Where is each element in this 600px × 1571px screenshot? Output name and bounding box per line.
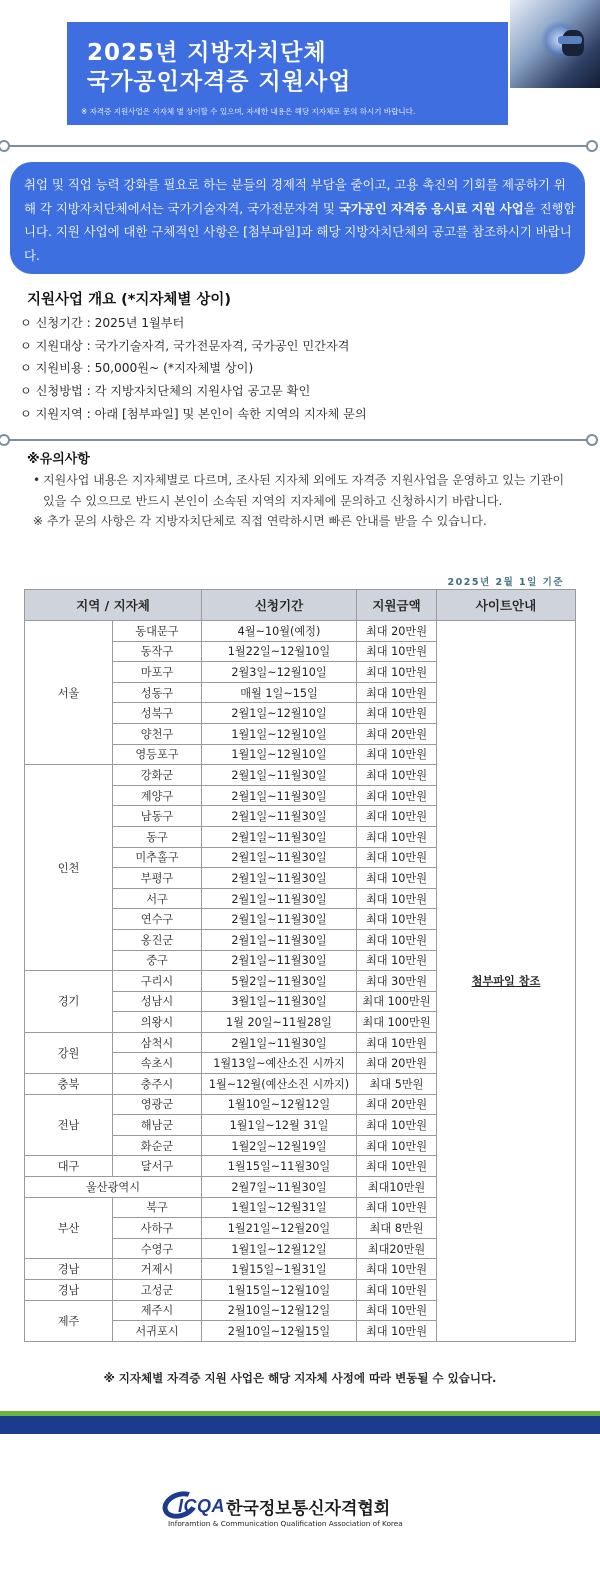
amount-cell: 최대 10만원 [357, 682, 437, 703]
overview-item: ㅇ 신청기간 : 2025년 1월부터 [20, 316, 185, 330]
period-cell: 2월1일~11월30일 [202, 929, 357, 950]
district-cell: 남동구 [113, 806, 202, 827]
district-cell: 계양구 [113, 785, 202, 806]
amount-cell: 최대 10만원 [357, 1197, 437, 1218]
amount-cell: 최대 10만원 [357, 785, 437, 806]
period-cell: 2월1일~11월30일 [202, 888, 357, 909]
period-cell: 1월22일~12월10일 [202, 641, 357, 662]
icqa-logo [162, 1492, 422, 1532]
district-cell: 성동구 [113, 682, 202, 703]
page-title-line2: 국가공인자격증 지원사업 [87, 69, 352, 95]
intro-text [24, 173, 576, 267]
period-cell: 2월1일~11월30일 [202, 868, 357, 889]
period-cell: 1월15일~12월10일 [202, 1280, 357, 1301]
period-cell: 1월1일~12월10일 [202, 723, 357, 744]
district-cell: 의왕시 [113, 1012, 202, 1033]
amount-cell: 최대 5만원 [357, 1074, 437, 1095]
amount-cell: 최대 20만원 [357, 1094, 437, 1115]
amount-cell: 최대 10만원 [357, 1115, 437, 1136]
overview-title: 지원사업 개요 (*지자체별 상이) [27, 292, 232, 308]
district-cell: 사하구 [113, 1218, 202, 1239]
amount-cell: 최대 20만원 [357, 723, 437, 744]
amount-cell: 최대 10만원 [357, 744, 437, 765]
district-cell: 중구 [113, 950, 202, 971]
period-cell: 2월1일~11월30일 [202, 826, 357, 847]
region-cell: 인천 [25, 765, 113, 971]
footer-band-navy [0, 1416, 600, 1434]
header [0, 0, 600, 145]
region-cell: 부산 [25, 1197, 113, 1259]
amount-cell: 최대 10만원 [357, 703, 437, 724]
period-cell: 1월2일~12월19일 [202, 1135, 357, 1156]
header-region: 지역 / 지자체 [25, 590, 202, 621]
district-cell: 북구 [113, 1197, 202, 1218]
region-cell: 충북 [25, 1074, 113, 1095]
period-cell: 4월~10월(예정) [202, 621, 357, 642]
overview-item: ㅇ 지원지역 : 아래 [첨부파일] 및 본인이 속한 지역의 지자체 문의 [20, 406, 367, 421]
period-cell: 5월2일~11월30일 [202, 971, 357, 992]
header-site: 사이트안내 [437, 590, 576, 621]
period-cell: 1월21일~12월20일 [202, 1218, 357, 1239]
district-cell: 화순군 [113, 1135, 202, 1156]
amount-cell: 최대 100만원 [357, 991, 437, 1012]
district-cell: 양천구 [113, 723, 202, 744]
period-cell: 1월15일~11월30일 [202, 1156, 357, 1177]
overview-item: ㅇ 신청방법 : 각 지방자치단체의 지원사업 공고문 확인 [20, 384, 311, 399]
district-cell: 충주시 [113, 1074, 202, 1095]
district-cell: 삼척시 [113, 1032, 202, 1053]
district-cell: 동구 [113, 826, 202, 847]
overview-list [20, 312, 367, 426]
site-guide-link[interactable]: 첨부파일 참조 [437, 621, 576, 1342]
period-cell: 1월1일~12월 31일 [202, 1115, 357, 1136]
amount-cell: 최대 10만원 [357, 1032, 437, 1053]
amount-cell: 최대 10만원 [357, 950, 437, 971]
district-cell: 마포구 [113, 662, 202, 683]
notes-body [33, 470, 578, 532]
notes-extra: ※ 추가 문의 사항은 각 지방자치단체로 직접 연락하시면 빠른 안내를 받을 수 있습니다. [33, 514, 487, 528]
header-amount: 지원금액 [357, 590, 437, 621]
notes-bullet: • 지원사업 내용은 지자체별로 다르며, 조사된 지자체 외에도 자격증 지원사업을 운영하고 있는 기관이 있을 수 있으므로 반드시 본인이 소속된 지역의 지자체에 문의하고 신청하시기 바랍니다. [33, 470, 578, 511]
period-cell: 1월10일~12월12일 [202, 1094, 357, 1115]
district-cell: 고성군 [113, 1280, 202, 1301]
amount-cell: 최대 10만원 [357, 806, 437, 827]
amount-cell: 최대 100만원 [357, 1012, 437, 1033]
district-cell: 동대문구 [113, 621, 202, 642]
amount-cell: 최대 20만원 [357, 621, 437, 642]
amount-cell: 최대 10만원 [357, 888, 437, 909]
period-cell: 2월1일~11월30일 [202, 847, 357, 868]
district-cell: 성남시 [113, 991, 202, 1012]
district-cell: 제주시 [113, 1300, 202, 1321]
district-cell: 서구 [113, 888, 202, 909]
amount-cell: 최대 10만원 [357, 1135, 437, 1156]
amount-cell: 최대 10만원 [357, 765, 437, 786]
district-cell: 강화군 [113, 765, 202, 786]
region-cell: 경기 [25, 971, 113, 1033]
logo-mark: ICQA [178, 1496, 225, 1516]
amount-cell: 최대10만원 [357, 1177, 437, 1198]
period-cell: 2월1일~11월30일 [202, 909, 357, 930]
divider-dot-left [0, 434, 10, 446]
district-cell: 달서구 [113, 1156, 202, 1177]
amount-cell: 최대 10만원 [357, 929, 437, 950]
footer-note: ※ 지자체별 자격증 지원 사업은 해당 지자체 사정에 따라 변동될 수 있습니다. [103, 1371, 497, 1385]
period-cell: 1월1일~12월10일 [202, 744, 357, 765]
divider-dot-left [0, 140, 10, 152]
period-cell: 2월1일~11월30일 [202, 950, 357, 971]
vr-headset [558, 36, 582, 44]
table-body [25, 621, 576, 1342]
district-cell: 성북구 [113, 703, 202, 724]
period-cell: 2월10일~12월15일 [202, 1321, 357, 1342]
amount-cell: 최대 10만원 [357, 1300, 437, 1321]
period-cell: 1월13일~예산소진 시까지 [202, 1053, 357, 1074]
divider-line [6, 439, 594, 441]
amount-cell: 최대 10만원 [357, 1280, 437, 1301]
amount-cell: 최대 10만원 [357, 1156, 437, 1177]
amount-cell: 최대 8만원 [357, 1218, 437, 1239]
region-cell: 경남 [25, 1259, 113, 1280]
period-cell: 2월1일~12월10일 [202, 703, 357, 724]
period-cell: 1월1일~12월12일 [202, 1238, 357, 1259]
period-cell: 1월 20일~11월28일 [202, 1012, 357, 1033]
overview-item: ㅇ 지원비용 : 50,000원~ (*지자체별 상이) [20, 361, 254, 376]
period-cell: 3월1일~11월30일 [202, 991, 357, 1012]
intro-box [10, 162, 585, 274]
vr-user-image [510, 0, 600, 88]
district-cell: 수영구 [113, 1238, 202, 1259]
region-cell: 대구 [25, 1156, 113, 1177]
overview-item: ㅇ 지원대상 : 국가기술자격, 국가전문자격, 국가공인 민간자격 [20, 338, 350, 353]
period-cell: 2월1일~11월30일 [202, 806, 357, 827]
period-cell: 2월3일~12월10일 [202, 662, 357, 683]
amount-cell: 최대 10만원 [357, 909, 437, 930]
district-cell: 서귀포시 [113, 1321, 202, 1342]
intro-text-part1: 취업 및 직업 능력 강화를 필요로 하는 분들의 경제적 부담을 줄이고, 고용 촉진의 기회를 제공하기 위해 각 지방자치단체에서는 국가기술자격, 국가전문자격 및 [24, 177, 566, 216]
period-cell: 1월15일~1월31일 [202, 1259, 357, 1280]
region-cell: 제주 [25, 1300, 113, 1341]
amount-cell: 최대 10만원 [357, 641, 437, 662]
table-row [25, 621, 576, 642]
header-note: ※ 자격증 지원사업은 지자체 별 상이할 수 있으며, 자세한 내용은 해당 지자체로 문의 하시기 바랍니다. [81, 107, 416, 116]
district-cell: 구리시 [113, 971, 202, 992]
district-cell: 연수구 [113, 909, 202, 930]
title-banner [67, 22, 508, 125]
section-divider [0, 434, 600, 446]
region-cell: 전남 [25, 1094, 113, 1156]
amount-cell: 최대 10만원 [357, 1321, 437, 1342]
divider-line [6, 145, 594, 147]
region-cell: 서울 [25, 621, 113, 765]
amount-cell: 최대 20만원 [357, 1053, 437, 1074]
as-of-date: 2025년 2월 1일 기준 [447, 577, 564, 588]
amount-cell: 최대20만원 [357, 1238, 437, 1259]
amount-cell: 최대 10만원 [357, 847, 437, 868]
amount-cell: 최대 10만원 [357, 662, 437, 683]
divider-dot-right [586, 434, 598, 446]
period-cell: 1월~12월(예산소진 시까지) [202, 1074, 357, 1095]
district-cell: 해남군 [113, 1115, 202, 1136]
amount-cell: 최대 30만원 [357, 971, 437, 992]
region-cell: 울산광역시 [25, 1177, 202, 1198]
amount-cell: 최대 10만원 [357, 1259, 437, 1280]
period-cell: 매월 1일~15일 [202, 682, 357, 703]
district-cell: 거제시 [113, 1259, 202, 1280]
period-cell: 2월1일~11월30일 [202, 1032, 357, 1053]
district-cell: 미추홀구 [113, 847, 202, 868]
region-cell: 강원 [25, 1032, 113, 1073]
notes-title: ※유의사항 [27, 452, 90, 467]
period-cell: 2월1일~11월30일 [202, 785, 357, 806]
region-cell: 경남 [25, 1280, 113, 1301]
header-period: 신청기간 [202, 590, 357, 621]
divider-dot-right [586, 140, 598, 152]
period-cell: 2월7일~11월30일 [202, 1177, 357, 1198]
org-name-korean: 한국정보통신자격협회 [226, 1499, 391, 1519]
district-cell: 동작구 [113, 641, 202, 662]
period-cell: 2월10일~12월12일 [202, 1300, 357, 1321]
district-cell: 부평구 [113, 868, 202, 889]
amount-cell: 최대 10만원 [357, 868, 437, 889]
district-cell: 영등포구 [113, 744, 202, 765]
period-cell: 1월1일~12월31일 [202, 1197, 357, 1218]
intro-text-part2: 을 진행합니다. 지원 사업에 대한 구체적인 사항은 [첨부파일]과 해당 지방자치단체의 공고를 참조하시기 바랍니다. [24, 200, 576, 263]
amount-cell: 최대 10만원 [357, 826, 437, 847]
district-cell: 속초시 [113, 1053, 202, 1074]
district-cell: 옹진군 [113, 929, 202, 950]
page-title-line1: 2025년 지방자치단체 [87, 40, 327, 66]
table-header-row [25, 590, 576, 621]
district-cell: 영광군 [113, 1094, 202, 1115]
org-name-english: Inforamtion & Communication Qualification Association of Korea [168, 1519, 403, 1528]
section-divider [0, 140, 600, 152]
intro-text-bold: 국가공인 자격증 응시료 지원 사업 [338, 200, 524, 216]
period-cell: 2월1일~11월30일 [202, 765, 357, 786]
support-table [24, 589, 576, 1342]
